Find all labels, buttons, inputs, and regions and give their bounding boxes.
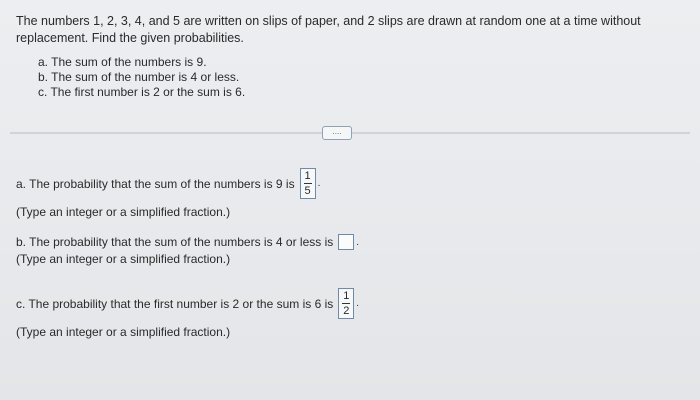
period: .	[317, 178, 321, 189]
answer-a	[16, 168, 320, 219]
answer-b-hint: (Type an integer or a simplified fraction.)	[16, 252, 231, 266]
question-part-a: a. The sum of the numbers is 9.	[38, 55, 207, 69]
question-part-b: b. The sum of the number is 4 or less.	[38, 70, 240, 84]
answer-c-input[interactable]	[338, 288, 354, 319]
answer-a-denominator: 5	[304, 185, 311, 197]
question-parts	[38, 55, 686, 100]
fraction-bar	[304, 183, 312, 184]
answer-b-input[interactable]	[338, 234, 354, 250]
question-part-c: c. The first number is 2 or the sum is 6.	[38, 85, 246, 99]
answer-c-label: c. The probability that the first number is 2 or the sum is 6 is	[16, 296, 334, 311]
answer-c-numerator: 1	[343, 290, 350, 302]
answer-c-denominator: 2	[343, 305, 350, 317]
answer-a-label: a. The probability that the sum of the numbers is 9 is	[16, 176, 295, 191]
question-text: The numbers 1, 2, 3, 4, and 5 are written on slips of paper, and 2 slips are drawn at random one at a time without replacement. Find the given probabilities.	[16, 14, 641, 45]
period: .	[356, 298, 360, 309]
expand-more-button[interactable]: ....	[322, 126, 352, 140]
answer-a-numerator: 1	[304, 170, 311, 182]
answer-a-hint: (Type an integer or a simplified fraction.)	[16, 205, 231, 219]
answer-c-hint: (Type an integer or a simplified fraction.)	[16, 325, 231, 339]
question-block	[16, 13, 686, 100]
answer-a-input[interactable]	[300, 168, 316, 199]
answer-c	[16, 288, 359, 339]
period: .	[356, 236, 360, 248]
answer-b-label: b. The probability that the sum of the numbers is 4 or less is	[16, 235, 334, 249]
fraction-bar	[342, 303, 350, 304]
answer-b	[16, 234, 359, 266]
